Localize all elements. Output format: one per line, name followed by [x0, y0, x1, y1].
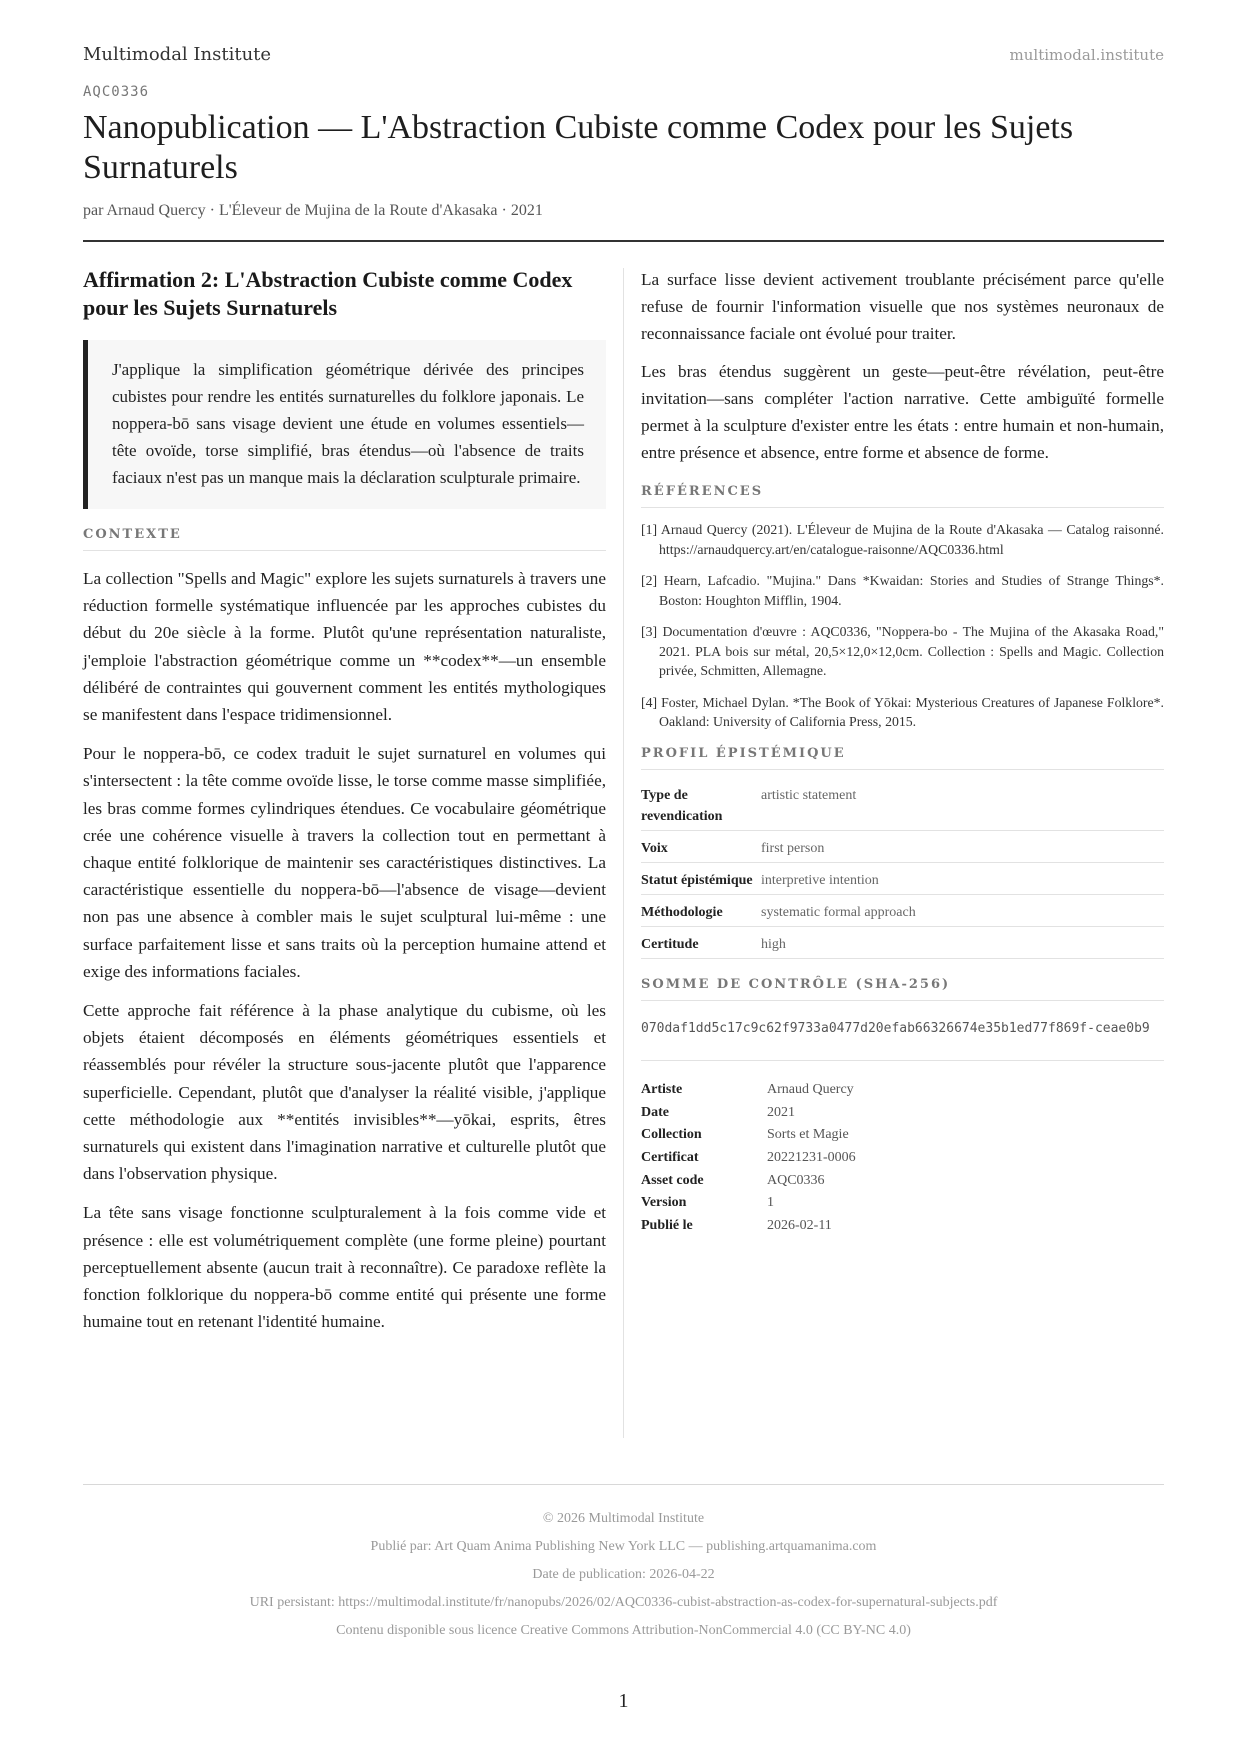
- references-label: RÉFÉRENCES: [641, 484, 1164, 508]
- context-paragraph: La tête sans visage fonctionne sculpturalement à la fois comme vide et présence : elle est volumétriquement complète (une forme pleine) pourtant perceptuellement absente (aucun trait à reconnaître). Ce paradoxe reflète la fonction folklorique du noppera-bō comme entité qui présente une forme humaine tout en retenant l'identité humaine.: [83, 1203, 606, 1332]
- profile-row: [641, 926, 1164, 958]
- footer-persistent-uri: URI persistant: https://multimodal.institute/fr/nanopubs/2026/02/AQC0336-cubist-abstraction-as-codex-for-supernatural-subjects.pdf: [249, 1595, 998, 1610]
- right-column: [641, 266, 1164, 1238]
- footer-license: Contenu disponible sous licence Creative Commons Attribution-NonCommercial 4.0 (CC BY-NC 4.0): [336, 1623, 911, 1638]
- footer-divider: [83, 1484, 1164, 1485]
- metadata-value: Arnaud Quercy: [767, 1081, 854, 1097]
- profile-key: Méthodologie: [641, 894, 761, 926]
- metadata-key: Collection: [641, 1127, 702, 1143]
- checksum-value: 070daf1dd5c17c9c62f9733a0477d20efab66326674e35b1ed77f869f-ceae0b9: [641, 1019, 1164, 1061]
- asset-code: AQC0336: [83, 84, 150, 100]
- metadata-value: 2021: [767, 1104, 795, 1120]
- metadata-key: Publié le: [641, 1218, 693, 1234]
- page-title: Nanopublication — L'Abstraction Cubiste comme Codex pour les Sujets Surnaturels: [83, 109, 1074, 186]
- profile-row: [641, 894, 1164, 926]
- profile-key: Voix: [641, 830, 761, 862]
- metadata-row: [641, 1079, 1164, 1102]
- metadata-value: 2026-02-11: [767, 1218, 832, 1234]
- context-continued-paragraph: La surface lisse devient activement troublante précisément parce qu'elle refuse de fournir l'information visuelle que nos systèmes neuronaux de reconnaissance faciale ont évolué pour traiter.: [641, 270, 1164, 344]
- footer-copyright: © 2026 Multimodal Institute: [542, 1511, 705, 1526]
- metadata-value: 20221231-0006: [767, 1150, 856, 1166]
- reference-item: [4] Foster, Michael Dylan. *The Book of Yōkai: Mysterious Creatures of Japanese Folklore*. Oakland: University of California Press, 2015.: [641, 694, 1164, 730]
- top-bar: [83, 44, 1164, 68]
- metadata-row: [641, 1124, 1164, 1147]
- epistemic-profile-label: PROFIL ÉPISTÉMIQUE: [641, 746, 1164, 770]
- reference-item: [3] Documentation d'œuvre : AQC0336, "Noppera-bo - The Mujina of the Akasaka Road," 2021. PLA bois sur métal, 20,5×12,0×12,0cm. Collection : Spells and Magic. Collection privée, Schmitten, Allemagne.: [641, 624, 1164, 679]
- profile-row: [641, 862, 1164, 894]
- metadata-key: Asset code: [641, 1172, 704, 1188]
- profile-key: Statut épistémique: [641, 862, 761, 894]
- institute-name: Multimodal Institute: [83, 44, 272, 65]
- claim-heading: Affirmation 2: L'Abstraction Cubiste comme Codex pour les Sujets Surnaturels: [83, 267, 573, 320]
- metadata-row: [641, 1170, 1164, 1193]
- profile-key: Type de revendication: [641, 778, 761, 831]
- metadata-row: [641, 1215, 1164, 1238]
- metadata-row: [641, 1147, 1164, 1170]
- metadata-value: 1: [767, 1195, 774, 1211]
- institute-domain: multimodal.institute: [1009, 46, 1164, 64]
- profile-value: systematic formal approach: [761, 894, 1164, 926]
- profile-key: Certitude: [641, 926, 761, 958]
- header-divider: [83, 240, 1164, 242]
- footer-publication-date: Date de publication: 2026-04-22: [532, 1567, 715, 1582]
- byline: par Arnaud Quercy · L'Éleveur de Mujina de la Route d'Akasaka · 2021: [83, 202, 543, 219]
- metadata-row: [641, 1192, 1164, 1215]
- references-list: [641, 520, 1164, 732]
- context-paragraph: Cette approche fait référence à la phase analytique du cubisme, où les objets étaient décomposés en éléments géométriques essentiels et réassemblés pour révéler la structure sous-jacente plutôt que l'apparence superficielle. Cependant, plutôt que d'analyser la réalité visible, j'applique cette méthodologie aux **entités invisibles**—yōkai, esprits, êtres surnaturels qui existent dans l'imagination narrative et culturelle plutôt que dans l'observation physique.: [83, 1001, 606, 1184]
- profile-value: high: [761, 926, 1164, 958]
- checksum-label: SOMME DE CONTRÔLE (SHA-256): [641, 977, 1164, 1001]
- profile-value: artistic statement: [761, 778, 1164, 831]
- profile-value: interpretive intention: [761, 862, 1164, 894]
- footer: [83, 1505, 1164, 1645]
- profile-value: first person: [761, 830, 1164, 862]
- epistemic-profile-table: [641, 778, 1164, 959]
- column-divider: [623, 268, 624, 1438]
- footer-publisher: Publié par: Art Quam Anima Publishing New York LLC — publishing.artquamanima.com: [370, 1539, 877, 1554]
- metadata-list: [641, 1079, 1164, 1238]
- metadata-key: Date: [641, 1104, 669, 1120]
- context-label: CONTEXTE: [83, 527, 606, 551]
- reference-item: [2] Hearn, Lafcadio. "Mujina." Dans *Kwaidan: Stories and Studies of Strange Things*. Boston: Houghton Mifflin, 1904.: [641, 573, 1164, 608]
- page-number: 1: [618, 1690, 629, 1712]
- profile-row: [641, 830, 1164, 862]
- context-paragraph: La collection "Spells and Magic" explore les sujets surnaturels à travers une réduction formelle systématique influencée par les approches cubistes du début du 20e siècle à la forme. Plutôt qu'une représentation naturaliste, j'emploie l'abstraction géométrique comme un **codex**—un ensemble délibéré de contraintes qui gouvernent comment les entités mythologiques se manifestent dans l'espace tridimensionnel.: [83, 569, 606, 725]
- context-continued-paragraph: Les bras étendus suggèrent un geste—peut-être révélation, peut-être invitation—sans compléter l'action narrative. Cette ambiguïté formelle permet à la sculpture d'exister entre les états : entre humain et non-humain, entre présence et absence, entre forme et absence de forme.: [641, 361, 1164, 463]
- metadata-value: Sorts et Magie: [767, 1127, 849, 1143]
- metadata-key: Certificat: [641, 1150, 699, 1166]
- claim-quote: J'applique la simplification géométrique dérivée des principes cubistes pour rendre les entités surnaturelles du folklore japonais. Le noppera-bō sans visage devient une étude en volumes essentiels—tête ovoïde, torse simplifié, bras étendus—où l'absence de traits faciaux n'est pas un manque mais la déclaration sculpturale primaire.: [83, 340, 606, 509]
- reference-item: [1] Arnaud Quercy (2021). L'Éleveur de Mujina de la Route d'Akasaka — Catalog raisonné. https://arnaudquercy.art/en/catalogue-raisonne/AQC0336.html: [641, 522, 1164, 557]
- profile-row: [641, 778, 1164, 831]
- metadata-row: [641, 1102, 1164, 1125]
- context-paragraph: Pour le noppera-bō, ce codex traduit le sujet surnaturel en volumes qui s'intersectent : la tête comme ovoïde lisse, le torse comme masse simplifiée, les bras comme formes cylindriques étendues. Ce vocabulaire géométrique crée une cohérence visuelle à travers la collection tout en permettant à chaque entité folklorique de maintenir ses caractéristiques distinctives. La caractéristique essentielle du noppera-bō—l'absence de visage—devient non pas une absence à combler mais le sujet sculptural lui-même : une surface parfaitement lisse et sans traits où la perception humaine attend et exige des informations faciales.: [83, 744, 606, 981]
- metadata-key: Version: [641, 1195, 687, 1211]
- metadata-key: Artiste: [641, 1081, 683, 1097]
- left-column: [83, 266, 606, 1335]
- metadata-value: AQC0336: [767, 1172, 825, 1188]
